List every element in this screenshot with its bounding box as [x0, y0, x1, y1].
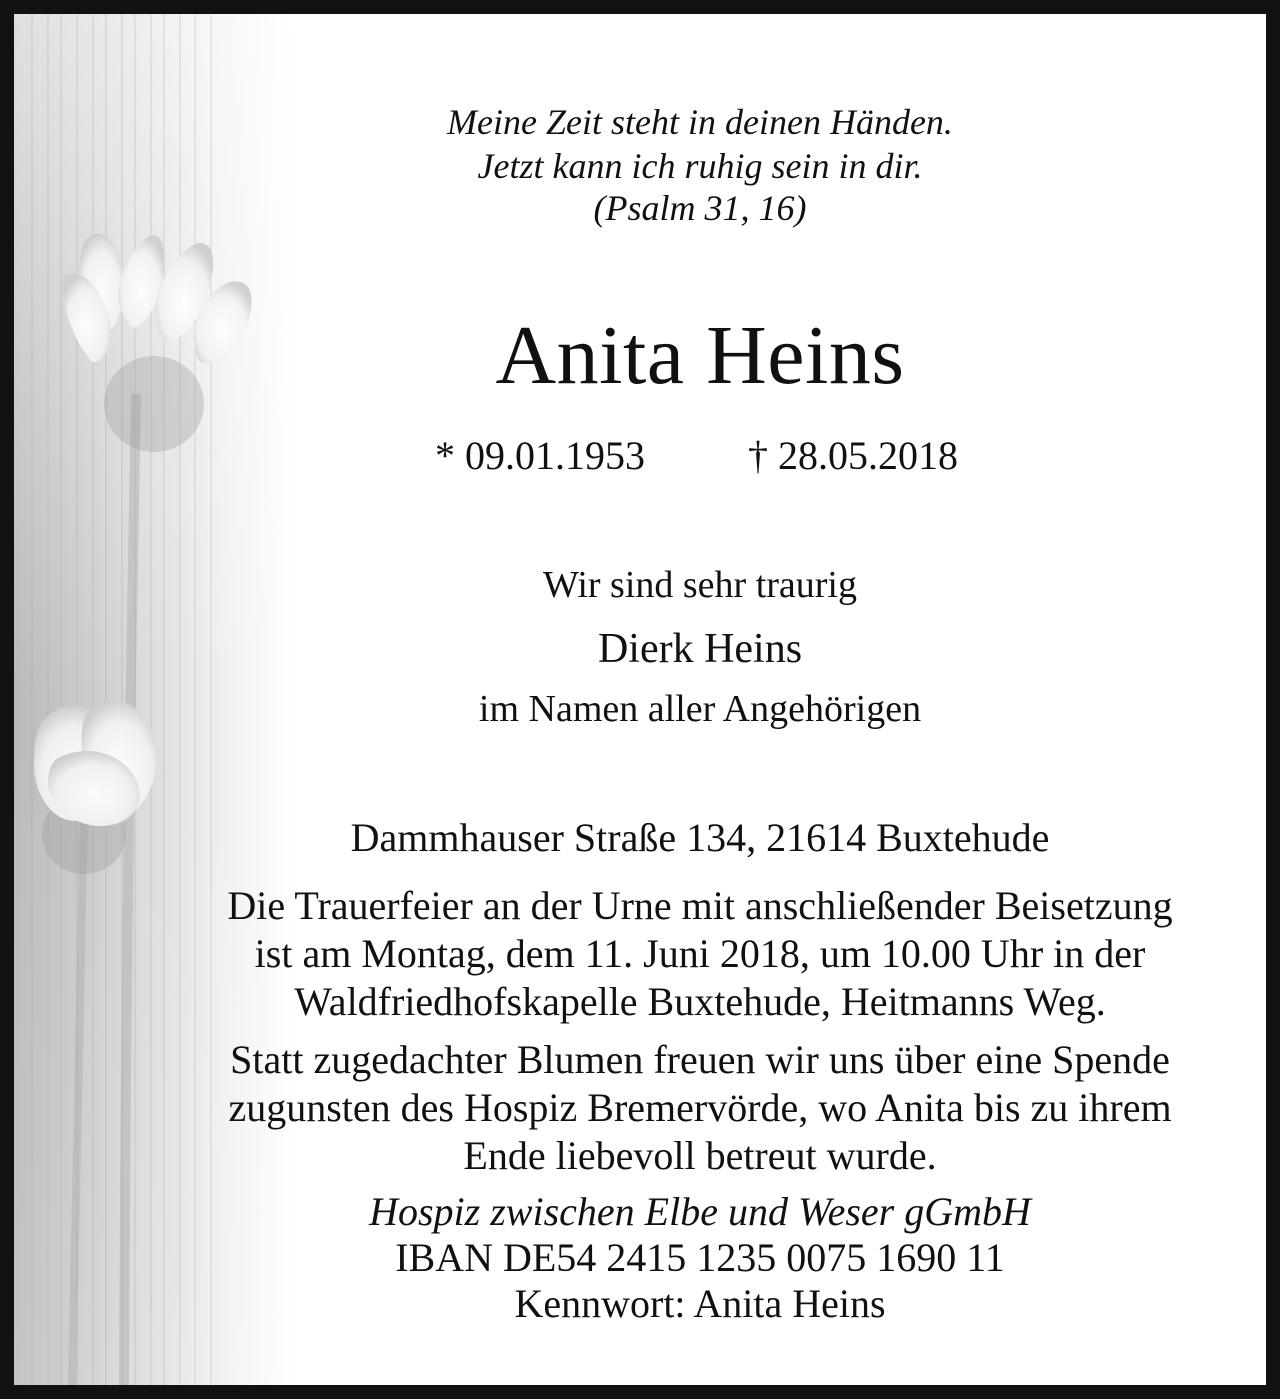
deceased-name: Anita Heins: [495, 309, 905, 402]
birth-date: * 09.01.1953: [435, 433, 645, 478]
notice-content: [14, 14, 1266, 1385]
verse-source: (Psalm 31, 16): [593, 188, 807, 228]
donation-line-3: Ende liebevoll betreut wurde.: [463, 1133, 937, 1178]
mourning-intro: Wir sind sehr traurig: [542, 564, 858, 606]
donation-line-2: zugunsten des Hospiz Bremervörde, wo Anita bis zu ihrem: [228, 1085, 1172, 1130]
ceremony-line-1: Die Trauerfeier an der Urne mit anschließender Beisetzung: [227, 883, 1173, 928]
death-date: † 28.05.2018: [748, 433, 958, 478]
verse-line-2: Jetzt kann ich ruhig sein in dir.: [477, 146, 923, 186]
ceremony-line-2: ist am Montag, dem 11. Juni 2018, um 10.00 Uhr in der: [254, 931, 1146, 976]
ceremony-line-3: Waldfriedhofskapelle Buxtehude, Heitmanns Weg.: [294, 979, 1106, 1024]
address: Dammhauser Straße 134, 21614 Buxtehude: [350, 815, 1050, 860]
mourner-name: Dierk Heins: [597, 626, 803, 672]
donation-keyword: Kennwort: Anita Heins: [514, 1281, 886, 1326]
donation-line-1: Statt zugedachter Blumen freuen wir uns über eine Spende: [230, 1037, 1170, 1082]
donation-iban: IBAN DE54 2415 1235 0075 1690 11: [395, 1235, 1005, 1280]
donation-recipient: Hospiz zwischen Elbe und Weser gGmbH: [369, 1189, 1031, 1234]
verse-line-1: Meine Zeit steht in deinen Händen.: [447, 102, 953, 142]
mourner-on-behalf: im Namen aller Angehörigen: [478, 688, 922, 730]
